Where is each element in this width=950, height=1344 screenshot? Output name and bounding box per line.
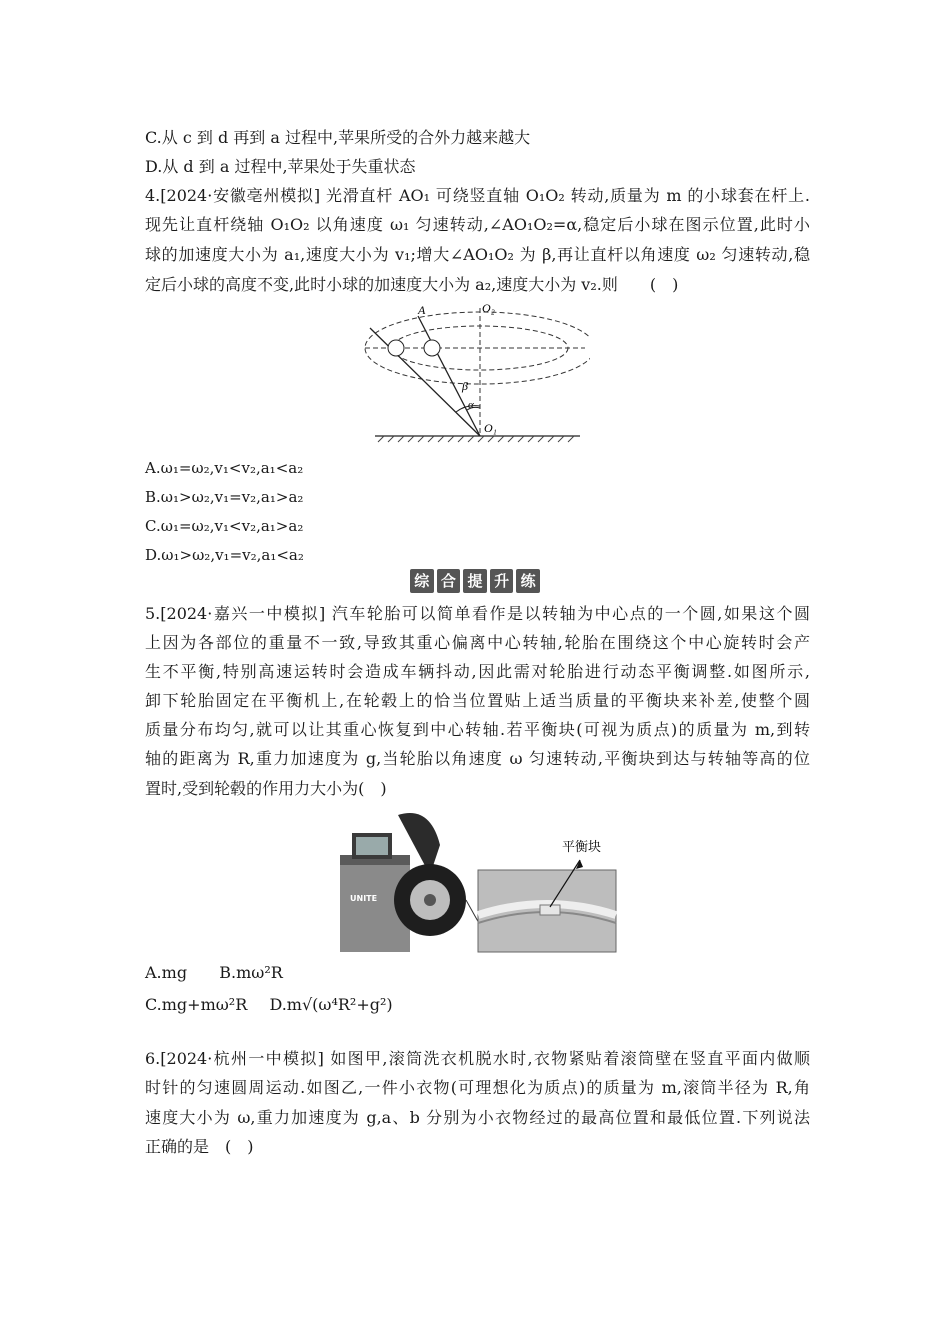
q5-option-a: A.mg xyxy=(145,963,188,982)
q5-line-2: 上因为各部位的重量不一致,导致其重心偏离中心转轴,轮胎在围绕这个中心旋转时会产 xyxy=(145,633,810,652)
q5-line-3: 生不平衡,特别高速运转时会造成车辆抖动,因此需对轮胎进行动态平衡调整.如图所示, xyxy=(145,662,810,681)
q5-line-6: 轴的距离为 R,重力加速度为 g,当轮胎以角速度 ω 匀速转动,平衡块到达与转轴等高的位 xyxy=(145,749,810,768)
q4-line-4: 定后小球的高度不变,此时小球的加速度大小为 a₂,速度大小为 v₂.则 ( ) xyxy=(145,275,679,294)
q4-line-1: 4.[2024·安徽亳州模拟] 光滑直杆 AO₁ 可绕竖直轴 O₁O₂ 转动,质量为 m 的小球套在杆上. xyxy=(145,186,810,205)
q6-line-4: 正确的是 ( ) xyxy=(145,1137,254,1156)
ball-2 xyxy=(424,340,440,356)
label-alpha: α xyxy=(468,399,474,411)
rod-rotation-diagram xyxy=(360,300,590,445)
badge-char-3: 提 xyxy=(463,569,487,593)
rod-alpha xyxy=(418,316,480,436)
wheel-balancer-photo xyxy=(330,805,620,955)
q4-line-3: 球的加速度大小为 a₁,速度大小为 v₁;增大∠AO₁O₂ 为 β,再让直杆以角速度 ω₂ 匀速转动,稳 xyxy=(145,245,810,264)
q5-line-5: 质量分布均匀,就可以让其重心恢复到中心转轴.若平衡块(可视为质点)的质量为 m,到转 xyxy=(145,720,810,739)
option-d: D.从 d 到 a 过程中,苹果处于失重状态 xyxy=(145,157,416,176)
q4-option-d: D.ω₁>ω₂,v₁=v₂,a₁<a₂ xyxy=(145,546,304,564)
label-beta: β xyxy=(462,379,468,393)
q6-line-2: 时针的匀速圆周运动.如图乙,一件小衣物(可理想化为质点)的质量为 m,滚筒半径为 R,角 xyxy=(145,1078,810,1097)
balance-weight-label: 平衡块 xyxy=(562,840,602,855)
q5-line-1: 5.[2024·嘉兴一中模拟] 汽车轮胎可以简单看作是以转轴为中心点的一个圆,如果这个圆 xyxy=(145,604,810,623)
badge-char-2: 合 xyxy=(437,569,461,593)
ground-hatching xyxy=(378,436,574,442)
badge-char-1: 综 xyxy=(410,569,434,593)
q5-option-d: D.m√(ω⁴R²+g²) xyxy=(269,995,393,1014)
q5-options-row-1 xyxy=(145,963,283,983)
q5-line-7: 置时,受到轮毂的作用力大小为( ) xyxy=(145,779,387,798)
badge-char-5: 练 xyxy=(516,569,540,593)
q4-option-c: C.ω₁=ω₂,v₁<v₂,a₁>a₂ xyxy=(145,517,304,535)
label-o2: O₂ xyxy=(482,301,495,315)
label-o1: O₁ xyxy=(484,421,497,435)
q5-option-c: C.mg+mω²R xyxy=(145,995,248,1014)
option-c: C.从 c 到 d 再到 a 过程中,苹果所受的合外力越来越大 xyxy=(145,128,531,147)
q5-option-b: B.mω²R xyxy=(219,963,283,982)
q4-option-a: A.ω₁=ω₂,v₁<v₂,a₁<a₂ xyxy=(145,459,304,477)
q5-line-4: 卸下轮胎固定在平衡机上,在轮毂上的恰当位置贴上适当质量的平衡块来补差,使整个圆 xyxy=(145,691,810,710)
q6-line-3: 速度大小为 ω,重力加速度为 g,a、b 分别为小衣物经过的最高位置和最低位置.下列说法 xyxy=(145,1108,810,1127)
label-a: A xyxy=(418,303,426,317)
q5-options-row-2 xyxy=(145,995,393,1015)
q4-line-2: 现先让直杆绕轴 O₁O₂ 以角速度 ω₁ 匀速转动,∠AO₁O₂=α,稳定后小球在图示位置,此时小 xyxy=(145,215,810,234)
q4-option-b: B.ω₁>ω₂,v₁=v₂,a₁>a₂ xyxy=(145,488,304,506)
q6-line-1: 6.[2024·杭州一中模拟] 如图甲,滚筒洗衣机脱水时,衣物紧贴着滚筒壁在竖直平面内做顺 xyxy=(145,1049,810,1068)
badge-char-4: 升 xyxy=(490,569,514,593)
ball-1 xyxy=(388,340,404,356)
machine-brand: UNITE xyxy=(350,894,378,903)
section-badge xyxy=(410,569,540,593)
